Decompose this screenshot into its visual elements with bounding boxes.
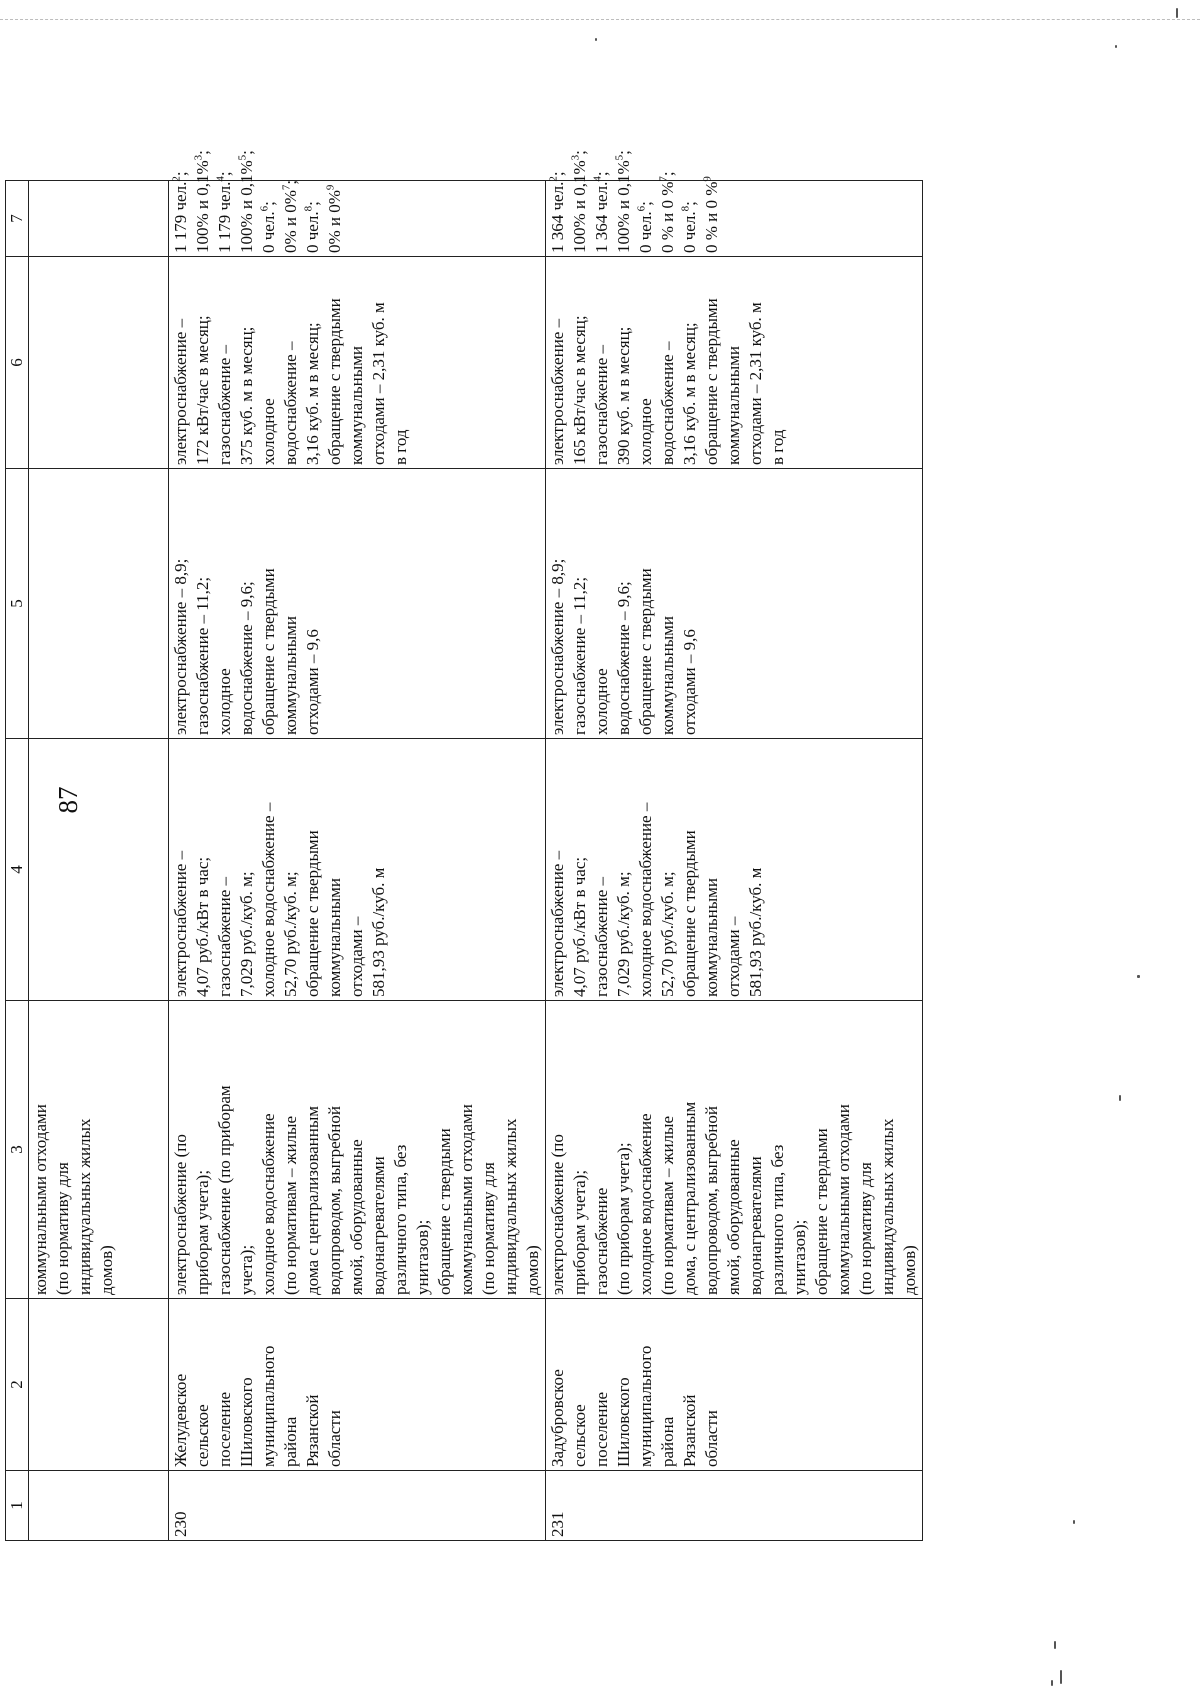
header-col-6: 6 — [6, 257, 29, 469]
scan-speck — [1051, 1680, 1053, 1686]
header-col-5: 5 — [6, 469, 29, 739]
cont-cell-4 — [29, 739, 169, 1001]
population-line: 0 % и 0 %$^9$ — [701, 176, 721, 253]
population-line: 0 чел.$^8$; — [302, 201, 322, 253]
scan-speck — [1115, 45, 1117, 48]
population-line: 0 % и 0 %$^7$; — [657, 171, 677, 253]
page-number: 87 — [53, 786, 83, 814]
population-line: 1 364 чел.$^2$; — [547, 171, 567, 253]
population-line: 0 чел.$^6$; — [635, 201, 655, 253]
scan-speck — [1119, 1095, 1121, 1101]
population-share — [546, 150, 923, 257]
population-line: 1 364 чел.$^4$; — [591, 171, 611, 253]
population-share — [169, 150, 546, 257]
population-line: 100% и 0,1%$^5$; — [236, 150, 256, 253]
scan-speck — [1176, 8, 1178, 18]
row-number: 230 — [169, 1471, 546, 1541]
continued-services-text: коммунальными отходами (по нормативу для индивидуальных жилых домов) — [31, 1104, 116, 1295]
cont-cell-6 — [29, 257, 169, 469]
header-col-3: 3 — [6, 1001, 29, 1299]
population-line: 0 чел.$^8$; — [679, 201, 699, 253]
table-row — [169, 181, 546, 1541]
settlement-name: Желудевское сельское поселение Шиловского муниципального района Рязанской области — [169, 1299, 546, 1471]
continuation-row — [29, 181, 169, 1541]
header-col-1: 1 — [6, 1471, 29, 1541]
population-line: 100% и 0,1%$^3$; — [192, 150, 212, 253]
population-line: 0 чел.$^6$; — [258, 201, 278, 253]
tariff-growth: электроснабжение – 8,9; газоснабжение – 11,2; холодное водоснабжение – 9,6; обращение с твердыми коммунальными отходами – 9,6 — [546, 469, 923, 739]
scan-speck — [1137, 975, 1140, 978]
consumption-volume: электроснабжение – 165 кВт/час в месяц; газоснабжение – 390 куб. м в месяц; холодное водоснабжение – 3,16 куб. м в месяц; обращение с твердыми коммунальными отходами – 2,31 куб. м в год — [546, 257, 923, 469]
table-row — [546, 181, 923, 1541]
header-row — [6, 181, 29, 1541]
row-number: 231 — [546, 1471, 923, 1541]
services-list: электроснабжение (по приборам учета); газоснабжение (по приборам учета); холодное водоснабжение (по нормативам – жилые дома с централизованным водопроводом, выгребной ямой, оборудованные водонагревателями различного типа, без унитазов); обращение с твердыми коммунальными отходами (по нормативу для индивидуальных жилых домов) — [169, 1001, 546, 1299]
scan-edge-line — [0, 19, 1200, 20]
scan-speck — [1054, 1641, 1056, 1649]
cont-cell-5 — [29, 469, 169, 739]
population-line: 0% и 0%$^9$ — [324, 184, 344, 253]
header-col-2: 2 — [6, 1299, 29, 1471]
consumption-volume: электроснабжение – 172 кВт/час в месяц; газоснабжение – 375 куб. м в месяц; холодное водоснабжение – 3,16 куб. м в месяц; обращение с твердыми коммунальными отходами – 2,31 куб. м в год — [169, 257, 546, 469]
scan-speck — [1073, 1520, 1075, 1524]
tariff-table — [5, 150, 923, 1541]
population-line: 100% и 0,1%$^5$; — [613, 150, 633, 253]
header-col-7: 7 — [6, 181, 29, 257]
settlement-name: Задубровское сельское поселение Шиловского муниципального района Рязанской области — [546, 1299, 923, 1471]
tariff-table-rotated — [5, 150, 919, 1541]
cont-cell-7 — [29, 181, 169, 257]
population-line: 1 179 чел.$^2$; — [170, 171, 190, 253]
scan-speck — [1060, 1670, 1062, 1684]
cont-cell-2 — [29, 1299, 169, 1471]
scan-speck — [595, 38, 597, 41]
cont-cell-1 — [29, 1471, 169, 1541]
tariffs: электроснабжение – 4,07 руб./кВт в час; газоснабжение – 7,029 руб./куб. м; холодное водоснабжение – 52,70 руб./куб. м; обращение с твердыми коммунальными отходами – 581,93 руб./куб. м — [546, 739, 923, 1001]
header-col-4: 4 — [6, 739, 29, 1001]
population-line: 0% и 0%$^7$; — [280, 179, 300, 253]
population-line: 1 179 чел.$^4$; — [214, 171, 234, 253]
tariff-growth: электроснабжение – 8,9; газоснабжение – 11,2; холодное водоснабжение – 9,6; обращение с твердыми коммунальными отходами – 9,6 — [169, 469, 546, 739]
cont-cell-3 — [29, 1001, 169, 1299]
tariffs: электроснабжение – 4,07 руб./кВт в час; газоснабжение – 7,029 руб./куб. м; холодное водоснабжение – 52,70 руб./куб. м; обращение с твердыми коммунальными отходами – 581,93 руб./куб. м — [169, 739, 546, 1001]
population-line: 100% и 0,1%$^3$; — [569, 150, 589, 253]
services-list: электроснабжение (по приборам учета); газоснабжение (по приборам учета); холодное водоснабжение (по нормативам – жилые дома, с централизованным водопроводом, выгребной ямой, оборудованные водонагревателями различного типа, без унитазов); обращение с твердыми коммунальными отходами (по нормативу для индивидуальных жилых домов) — [546, 1001, 923, 1299]
